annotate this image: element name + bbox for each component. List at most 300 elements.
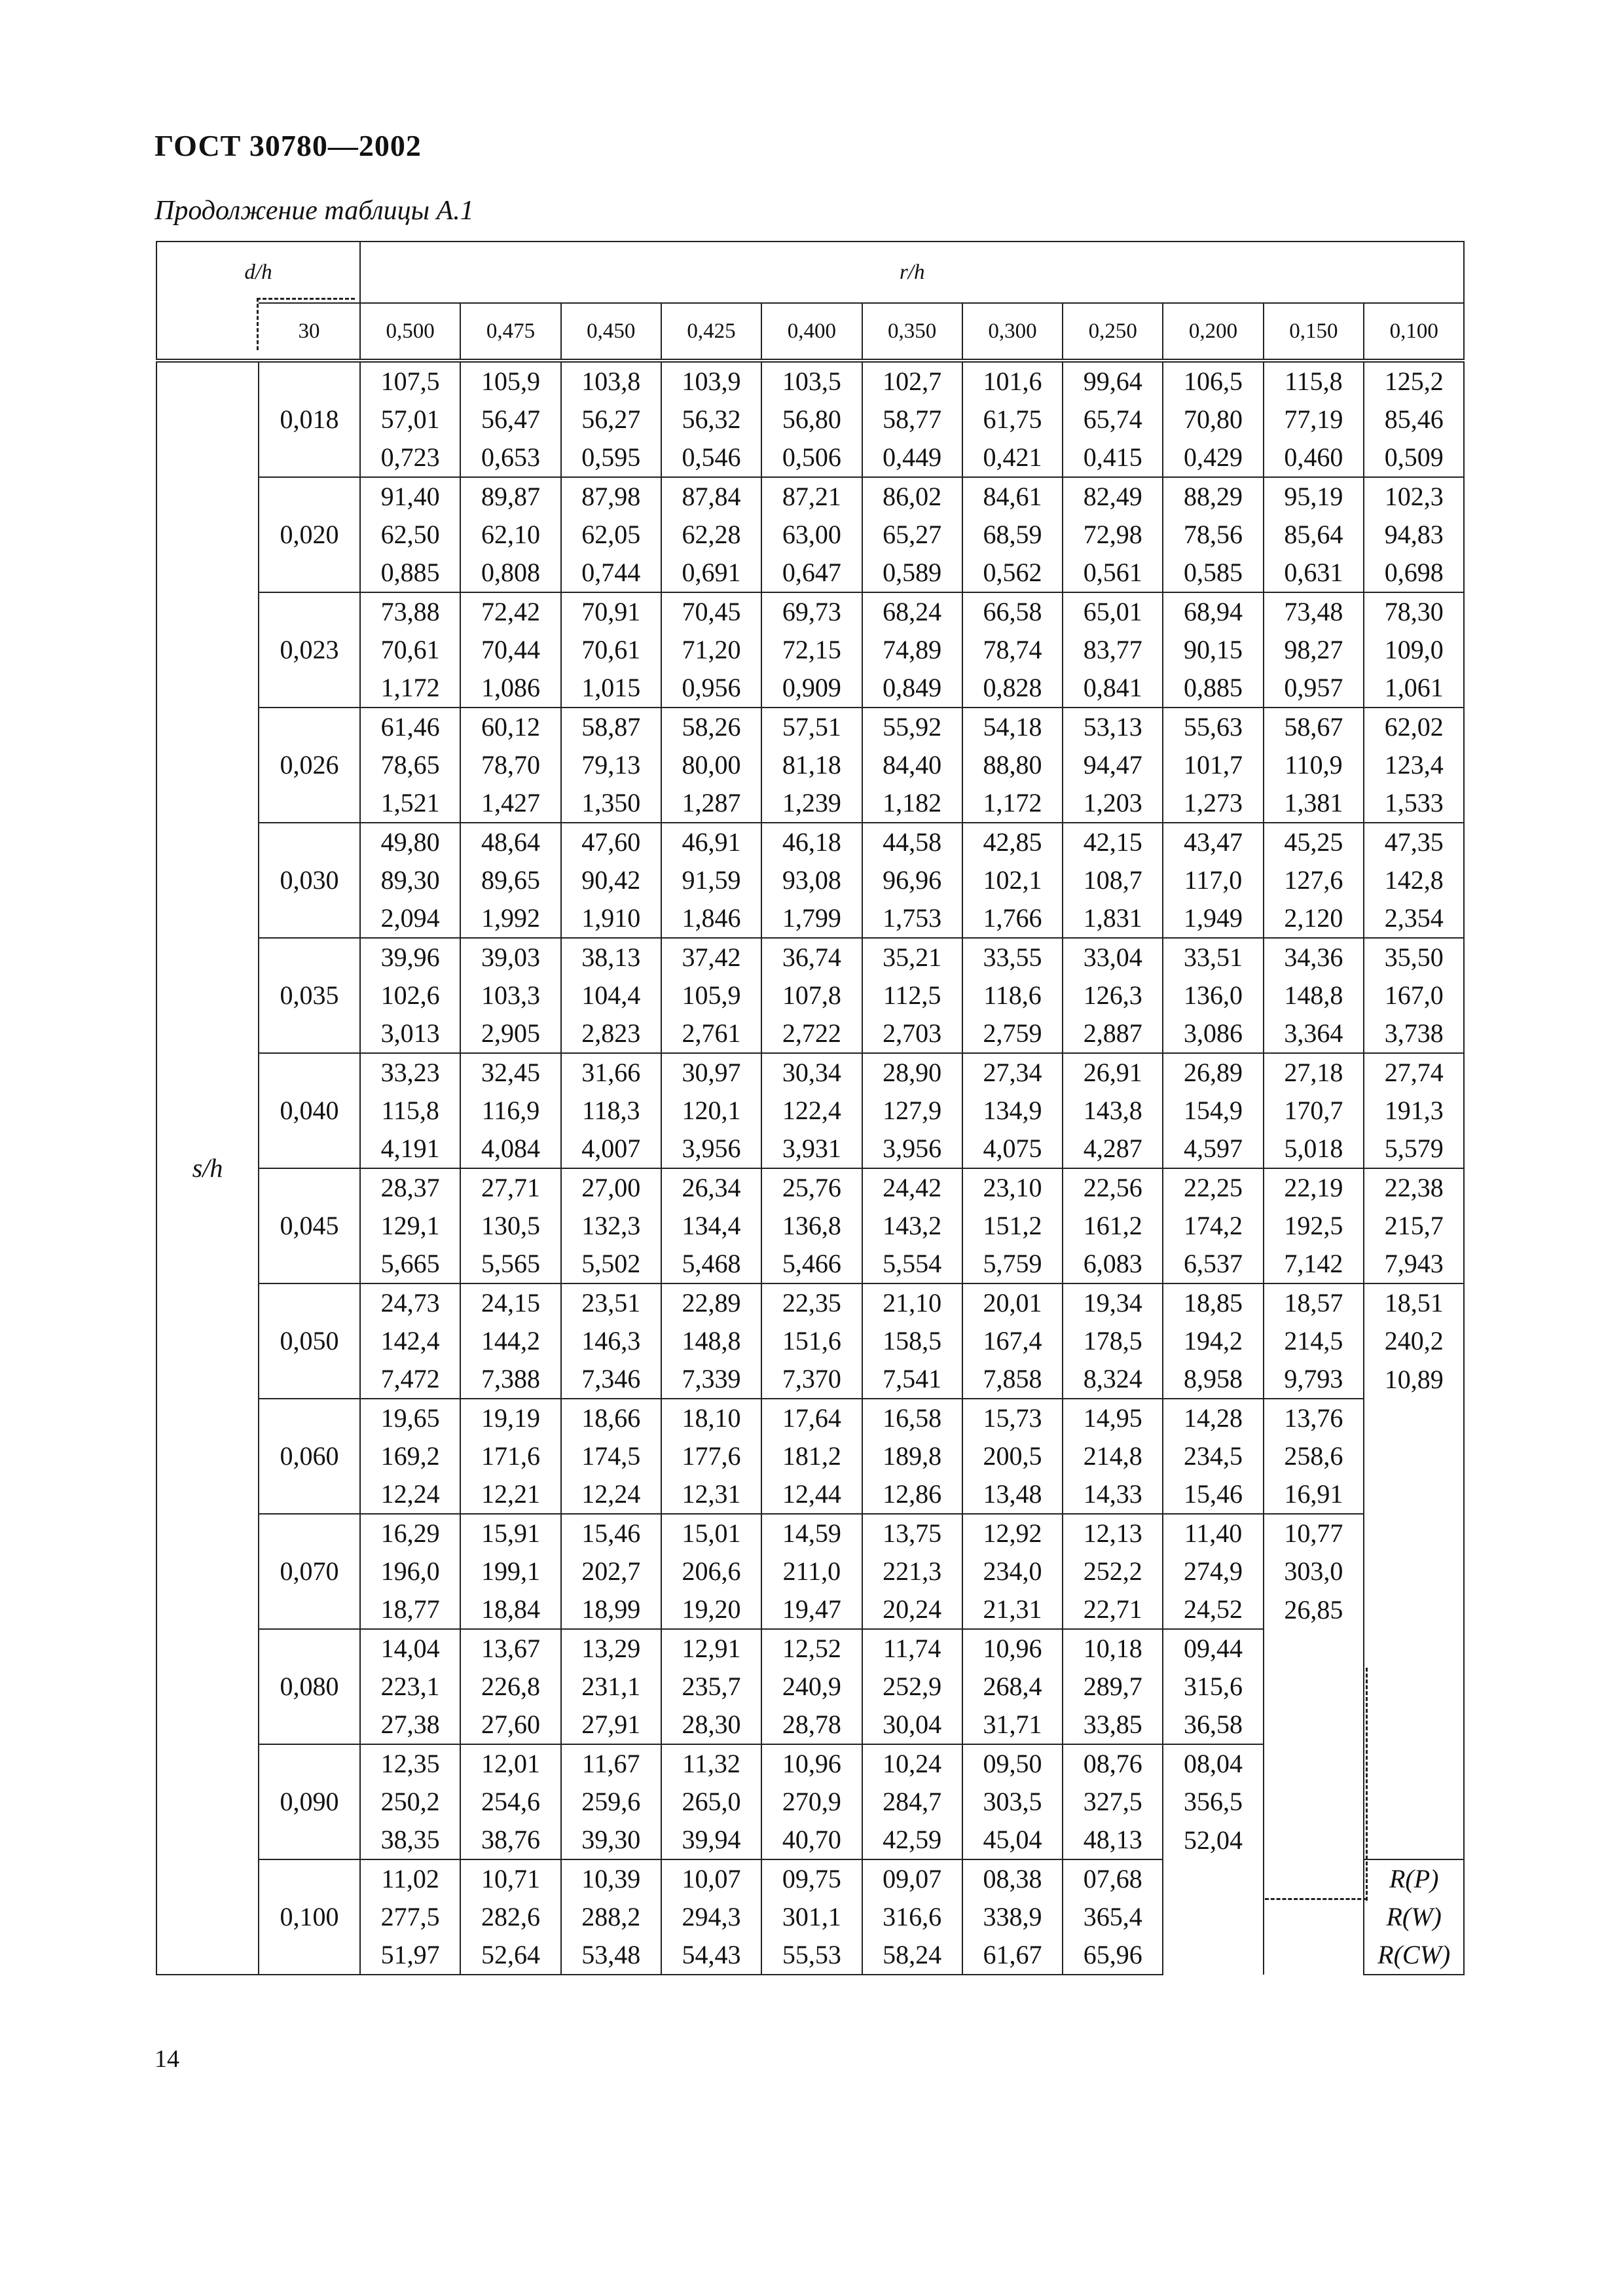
table-cell: 73,88 xyxy=(360,592,460,631)
table-cell: 30,34 xyxy=(761,1053,862,1092)
table-cell: 136,8 xyxy=(761,1207,862,1245)
table-cell: 107,8 xyxy=(761,977,862,1014)
table-cell: 2,887 xyxy=(1063,1014,1163,1053)
table-cell: 27,34 xyxy=(962,1053,1063,1092)
table-cell: 215,7 xyxy=(1364,1207,1464,1245)
table-cell: 25,76 xyxy=(761,1168,862,1207)
table-cell: 19,47 xyxy=(761,1590,862,1629)
table-cell: 5,466 xyxy=(761,1245,862,1283)
table-cell: 10,89 xyxy=(1364,1360,1464,1399)
table-cell: 2,905 xyxy=(460,1014,560,1053)
table-cell: 12,44 xyxy=(761,1475,862,1514)
table-cell: 170,7 xyxy=(1264,1092,1364,1130)
table-cell: 15,46 xyxy=(1163,1475,1263,1514)
table-cell: 6,083 xyxy=(1063,1245,1163,1283)
table-cell: 11,32 xyxy=(661,1744,761,1783)
table-cell: 91,59 xyxy=(661,861,761,899)
empty-cell xyxy=(1364,1399,1464,1437)
table-cell: 08,38 xyxy=(962,1859,1063,1898)
table-cell: 90,15 xyxy=(1163,631,1263,669)
table-cell: 28,37 xyxy=(360,1168,460,1207)
table-cell: 0,546 xyxy=(661,439,761,477)
table-cell: 12,24 xyxy=(561,1475,661,1514)
table-cell: 12,86 xyxy=(862,1475,962,1514)
table-cell: 268,4 xyxy=(962,1668,1063,1706)
table-cell: 12,24 xyxy=(360,1475,460,1514)
table-cell: 27,18 xyxy=(1264,1053,1364,1092)
table-cell: 88,80 xyxy=(962,746,1063,784)
table-cell: 1,350 xyxy=(561,784,661,823)
table-cell: 93,08 xyxy=(761,861,862,899)
table-cell: 102,3 xyxy=(1364,477,1464,516)
table-cell: 5,565 xyxy=(460,1245,560,1283)
table-cell: 148,8 xyxy=(1264,977,1364,1014)
table-row xyxy=(156,1744,1464,1783)
table-cell: 09,07 xyxy=(862,1859,962,1898)
table-cell: 0,828 xyxy=(962,669,1063,708)
table-cell: 28,90 xyxy=(862,1053,962,1092)
table-cell: 31,71 xyxy=(962,1706,1063,1744)
col-header: 0,200 xyxy=(1163,303,1263,361)
table-cell: 14,33 xyxy=(1063,1475,1163,1514)
table-cell: 178,5 xyxy=(1063,1322,1163,1360)
sh-value: 0,035 xyxy=(259,938,360,1053)
table-cell: 77,19 xyxy=(1264,401,1364,439)
sh-value: 0,040 xyxy=(259,1053,360,1168)
table-cell: 169,2 xyxy=(360,1437,460,1475)
empty-cell xyxy=(1264,1629,1364,1668)
table-cell: 09,50 xyxy=(962,1744,1063,1783)
table-cell: 102,6 xyxy=(360,977,460,1014)
table-cell: 0,429 xyxy=(1163,439,1263,477)
table-cell: 54,43 xyxy=(661,1936,761,1975)
table-cell: 12,91 xyxy=(661,1629,761,1668)
table-cell: 34,36 xyxy=(1264,938,1364,977)
table-cell: 7,858 xyxy=(962,1360,1063,1399)
table-cell: 39,03 xyxy=(460,938,560,977)
table-cell: 5,665 xyxy=(360,1245,460,1283)
sh-value: 0,080 xyxy=(259,1629,360,1744)
table-cell: 107,5 xyxy=(360,361,460,401)
table-cell: 33,04 xyxy=(1063,938,1163,977)
sh-value: 0,026 xyxy=(259,708,360,823)
table-cell: 68,94 xyxy=(1163,592,1263,631)
table-cell: 1,273 xyxy=(1163,784,1263,823)
table-cell: 151,6 xyxy=(761,1322,862,1360)
table-cell: 78,70 xyxy=(460,746,560,784)
empty-cell xyxy=(1264,1668,1364,1706)
table-cell: 0,849 xyxy=(862,669,962,708)
table-cell: 0,460 xyxy=(1264,439,1364,477)
table-cell: 84,40 xyxy=(862,746,962,784)
table-cell: 08,04 xyxy=(1163,1744,1263,1783)
col-header: 0,500 xyxy=(360,303,460,361)
table-cell: 282,6 xyxy=(460,1898,560,1936)
table-cell: 23,51 xyxy=(561,1283,661,1322)
table-cell: 38,13 xyxy=(561,938,661,977)
table-cell: 12,13 xyxy=(1063,1514,1163,1552)
table-cell: 08,76 xyxy=(1063,1744,1163,1783)
empty-cell xyxy=(1364,1552,1464,1590)
table-cell: 56,32 xyxy=(661,401,761,439)
table-cell: 12,31 xyxy=(661,1475,761,1514)
table-cell: 33,55 xyxy=(962,938,1063,977)
table-cell: 10,39 xyxy=(561,1859,661,1898)
table-cell: 134,4 xyxy=(661,1207,761,1245)
table-cell: 240,2 xyxy=(1364,1322,1464,1360)
table-cell: 42,85 xyxy=(962,823,1063,861)
table-cell: 2,759 xyxy=(962,1014,1063,1053)
table-cell: 20,01 xyxy=(962,1283,1063,1322)
table-cell: 80,00 xyxy=(661,746,761,784)
table-cell: 115,8 xyxy=(1264,361,1364,401)
table-cell: 12,01 xyxy=(460,1744,560,1783)
table-cell: 1,015 xyxy=(561,669,661,708)
table-cell: 62,28 xyxy=(661,516,761,554)
table-cell: 56,47 xyxy=(460,401,560,439)
table-cell: 226,8 xyxy=(460,1668,560,1706)
col-header: 0,475 xyxy=(460,303,560,361)
table-row xyxy=(156,1399,1464,1437)
table-cell: 84,61 xyxy=(962,477,1063,516)
table-cell: 143,2 xyxy=(862,1207,962,1245)
table-cell: 1,061 xyxy=(1364,669,1464,708)
table-cell: 136,0 xyxy=(1163,977,1263,1014)
table-cell: 87,21 xyxy=(761,477,862,516)
empty-cell xyxy=(1364,1629,1464,1668)
sh-value: 0,018 xyxy=(259,361,360,477)
col-header: 0,400 xyxy=(761,303,862,361)
table-cell: 70,91 xyxy=(561,592,661,631)
table-cell: 120,1 xyxy=(661,1092,761,1130)
table-cell: 36,58 xyxy=(1163,1706,1263,1744)
table-row xyxy=(156,1514,1464,1552)
table-cell: 103,3 xyxy=(460,977,560,1014)
table-cell: 57,51 xyxy=(761,708,862,746)
table-cell: 1,766 xyxy=(962,899,1063,938)
table-cell: 116,9 xyxy=(460,1092,560,1130)
empty-cell xyxy=(1364,1514,1464,1552)
table-cell: 0,561 xyxy=(1063,554,1163,592)
table-cell: 7,370 xyxy=(761,1360,862,1399)
table-cell: 123,4 xyxy=(1364,746,1464,784)
table-cell: 2,703 xyxy=(862,1014,962,1053)
table-cell: 45,25 xyxy=(1264,823,1364,861)
table-cell: 0,885 xyxy=(360,554,460,592)
table-cell: 10,96 xyxy=(761,1744,862,1783)
table-cell: 85,46 xyxy=(1364,401,1464,439)
table-cell: 1,799 xyxy=(761,899,862,938)
table-cell: 1,381 xyxy=(1264,784,1364,823)
table-cell: 2,354 xyxy=(1364,899,1464,938)
table-cell: 18,51 xyxy=(1364,1283,1464,1322)
table-cell: 15,46 xyxy=(561,1514,661,1552)
table-cell: 181,2 xyxy=(761,1437,862,1475)
table-cell: 19,65 xyxy=(360,1399,460,1437)
table-cell: 15,91 xyxy=(460,1514,560,1552)
table-cell: 70,45 xyxy=(661,592,761,631)
table-cell: 19,34 xyxy=(1063,1283,1163,1322)
table-cell: 108,7 xyxy=(1063,861,1163,899)
empty-cell xyxy=(1364,1475,1464,1514)
table-cell: 0,506 xyxy=(761,439,862,477)
table-cell: 53,13 xyxy=(1063,708,1163,746)
sh-value: 0,023 xyxy=(259,592,360,708)
table-cell: 10,77 xyxy=(1264,1514,1364,1552)
table-cell: 171,6 xyxy=(460,1437,560,1475)
sh-value: 0,070 xyxy=(259,1514,360,1629)
table-cell: 61,75 xyxy=(962,401,1063,439)
table-cell: 5,502 xyxy=(561,1245,661,1283)
table-cell: 0,647 xyxy=(761,554,862,592)
table-cell: 18,57 xyxy=(1264,1283,1364,1322)
table-cell: 58,87 xyxy=(561,708,661,746)
table-cell: 1,086 xyxy=(460,669,560,708)
table-cell: 65,01 xyxy=(1063,592,1163,631)
table-cell: 177,6 xyxy=(661,1437,761,1475)
legend-label: R(P) xyxy=(1364,1859,1464,1898)
table-cell: 0,421 xyxy=(962,439,1063,477)
table-cell: 231,1 xyxy=(561,1668,661,1706)
table-cell: 14,95 xyxy=(1063,1399,1163,1437)
table-cell: 70,61 xyxy=(561,631,661,669)
table-cell: 27,71 xyxy=(460,1168,560,1207)
table-cell: 73,48 xyxy=(1264,592,1364,631)
table-cell: 38,35 xyxy=(360,1821,460,1859)
table-cell: 189,8 xyxy=(862,1437,962,1475)
table-cell: 18,99 xyxy=(561,1590,661,1629)
table-cell: 24,52 xyxy=(1163,1590,1263,1629)
table-cell: 39,30 xyxy=(561,1821,661,1859)
table-cell: 14,04 xyxy=(360,1629,460,1668)
table-cell: 52,64 xyxy=(460,1936,560,1975)
table-cell: 27,00 xyxy=(561,1168,661,1207)
table-cell: 151,2 xyxy=(962,1207,1063,1245)
table-cell: 26,85 xyxy=(1264,1590,1364,1629)
table-cell: 68,24 xyxy=(862,592,962,631)
table-cell: 22,19 xyxy=(1264,1168,1364,1207)
table-cell: 126,3 xyxy=(1063,977,1163,1014)
table-cell: 102,7 xyxy=(862,361,962,401)
table-cell: 0,808 xyxy=(460,554,560,592)
table-cell: 10,18 xyxy=(1063,1629,1163,1668)
table-cell: 35,21 xyxy=(862,938,962,977)
table-cell: 88,29 xyxy=(1163,477,1263,516)
table-cell: 5,554 xyxy=(862,1245,962,1283)
table-cell: 134,9 xyxy=(962,1092,1063,1130)
table-cell: 44,58 xyxy=(862,823,962,861)
table-cell: 6,537 xyxy=(1163,1245,1263,1283)
table-cell: 11,02 xyxy=(360,1859,460,1898)
table-cell: 48,64 xyxy=(460,823,560,861)
table-cell: 221,3 xyxy=(862,1552,962,1590)
table-cell: 26,89 xyxy=(1163,1053,1263,1092)
col-header: 0,100 xyxy=(1364,303,1464,361)
table-cell: 51,97 xyxy=(360,1936,460,1975)
table-cell: 192,5 xyxy=(1264,1207,1364,1245)
table-cell: 252,2 xyxy=(1063,1552,1163,1590)
table-cell: 74,89 xyxy=(862,631,962,669)
table-cell: 7,472 xyxy=(360,1360,460,1399)
table-cell: 250,2 xyxy=(360,1783,460,1821)
table-cell: 1,846 xyxy=(661,899,761,938)
table-cell: 19,19 xyxy=(460,1399,560,1437)
table-cell: 4,597 xyxy=(1163,1130,1263,1168)
col-header: 0,425 xyxy=(661,303,761,361)
table-cell: 33,51 xyxy=(1163,938,1263,977)
table-cell: 12,92 xyxy=(962,1514,1063,1552)
table-cell: 89,87 xyxy=(460,477,560,516)
table-cell: 21,10 xyxy=(862,1283,962,1322)
table-cell: 0,885 xyxy=(1163,669,1263,708)
table-cell: 23,10 xyxy=(962,1168,1063,1207)
table-cell: 35,50 xyxy=(1364,938,1464,977)
table-cell: 104,4 xyxy=(561,977,661,1014)
table-cell: 66,58 xyxy=(962,592,1063,631)
table-cell: 7,943 xyxy=(1364,1245,1464,1283)
table-cell: 4,007 xyxy=(561,1130,661,1168)
table-cell: 12,21 xyxy=(460,1475,560,1514)
table-cell: 61,67 xyxy=(962,1936,1063,1975)
table-cell: 16,91 xyxy=(1264,1475,1364,1514)
table-cell: 62,05 xyxy=(561,516,661,554)
table-cell: 106,5 xyxy=(1163,361,1263,401)
table-cell: 48,13 xyxy=(1063,1821,1163,1859)
table-cell: 31,66 xyxy=(561,1053,661,1092)
empty-cell xyxy=(1364,1590,1464,1629)
table-cell: 87,98 xyxy=(561,477,661,516)
table-cell: 12,52 xyxy=(761,1629,862,1668)
table-cell: 127,9 xyxy=(862,1092,962,1130)
table-cell: 90,42 xyxy=(561,861,661,899)
table-cell: 61,46 xyxy=(360,708,460,746)
table-cell: 258,6 xyxy=(1264,1437,1364,1475)
empty-cell xyxy=(1264,1859,1364,1898)
col-header: 0,150 xyxy=(1264,303,1364,361)
table-cell: 07,68 xyxy=(1063,1859,1163,1898)
table-cell: 0,449 xyxy=(862,439,962,477)
sh-value: 0,030 xyxy=(259,823,360,938)
empty-cell xyxy=(1264,1744,1364,1783)
table-cell: 1,949 xyxy=(1163,899,1263,938)
table-cell: 12,35 xyxy=(360,1744,460,1783)
table-row xyxy=(156,1859,1464,1898)
table-cell: 72,42 xyxy=(460,592,560,631)
table-cell: 19,20 xyxy=(661,1590,761,1629)
table-cell: 24,42 xyxy=(862,1168,962,1207)
empty-cell xyxy=(1364,1783,1464,1821)
table-cell: 53,48 xyxy=(561,1936,661,1975)
table-cell: 254,6 xyxy=(460,1783,560,1821)
table-cell: 78,65 xyxy=(360,746,460,784)
table-cell: 3,956 xyxy=(661,1130,761,1168)
table-cell: 22,71 xyxy=(1063,1590,1163,1629)
empty-cell xyxy=(1364,1821,1464,1859)
table-cell: 17,64 xyxy=(761,1399,862,1437)
table-cell: 3,956 xyxy=(862,1130,962,1168)
table-cell: 289,7 xyxy=(1063,1668,1163,1706)
table-cell: 315,6 xyxy=(1163,1668,1263,1706)
table-cell: 303,0 xyxy=(1264,1552,1364,1590)
table-cell: 42,59 xyxy=(862,1821,962,1859)
table-cell: 144,2 xyxy=(460,1322,560,1360)
table-cell: 294,3 xyxy=(661,1898,761,1936)
table-cell: 303,5 xyxy=(962,1783,1063,1821)
table-cell: 79,13 xyxy=(561,746,661,784)
table-cell: 7,339 xyxy=(661,1360,761,1399)
table-cell: 72,15 xyxy=(761,631,862,669)
table-cell: 142,8 xyxy=(1364,861,1464,899)
table-cell: 1,172 xyxy=(360,669,460,708)
table-cell: 1,427 xyxy=(460,784,560,823)
table-cell: 3,738 xyxy=(1364,1014,1464,1053)
col-header: 0,450 xyxy=(561,303,661,361)
table-cell: 91,40 xyxy=(360,477,460,516)
table-cell: 0,653 xyxy=(460,439,560,477)
table-cell: 20,24 xyxy=(862,1590,962,1629)
table-cell: 1,910 xyxy=(561,899,661,938)
table-cell: 0,698 xyxy=(1364,554,1464,592)
table-cell: 125,2 xyxy=(1364,361,1464,401)
table-cell: 3,086 xyxy=(1163,1014,1263,1053)
table-cell: 0,595 xyxy=(561,439,661,477)
data-table xyxy=(156,241,1465,1975)
table-cell: 56,80 xyxy=(761,401,862,439)
table-cell: 214,5 xyxy=(1264,1322,1364,1360)
table-cell: 5,759 xyxy=(962,1245,1063,1283)
table-cell: 68,59 xyxy=(962,516,1063,554)
table-cell: 16,29 xyxy=(360,1514,460,1552)
table-cell: 1,753 xyxy=(862,899,962,938)
table-cell: 167,0 xyxy=(1364,977,1464,1014)
table-cell: 161,2 xyxy=(1063,1207,1163,1245)
table-cell: 1,521 xyxy=(360,784,460,823)
table-cell: 43,47 xyxy=(1163,823,1263,861)
table-cell: 60,12 xyxy=(460,708,560,746)
table-cell: 122,4 xyxy=(761,1092,862,1130)
empty-cell xyxy=(1264,1936,1364,1975)
table-row xyxy=(156,1168,1464,1207)
table-cell: 18,10 xyxy=(661,1399,761,1437)
table-cell: 11,67 xyxy=(561,1744,661,1783)
table-cell: 8,958 xyxy=(1163,1360,1263,1399)
table-cell: 22,38 xyxy=(1364,1168,1464,1207)
col-group-label: r/h xyxy=(360,242,1464,303)
table-cell: 127,6 xyxy=(1264,861,1364,899)
table-cell: 30,97 xyxy=(661,1053,761,1092)
table-cell: 118,3 xyxy=(561,1092,661,1130)
table-cell: 0,415 xyxy=(1063,439,1163,477)
table-cell: 277,5 xyxy=(360,1898,460,1936)
empty-cell xyxy=(1264,1898,1364,1936)
table-cell: 22,56 xyxy=(1063,1168,1163,1207)
table-cell: 129,1 xyxy=(360,1207,460,1245)
table-cell: 57,01 xyxy=(360,401,460,439)
table-cell: 7,388 xyxy=(460,1360,560,1399)
table-cell: 5,579 xyxy=(1364,1130,1464,1168)
legend-label: R(W) xyxy=(1364,1898,1464,1936)
empty-cell xyxy=(1163,1936,1263,1975)
table-cell: 234,0 xyxy=(962,1552,1063,1590)
table-cell: 42,15 xyxy=(1063,823,1163,861)
table-cell: 0,589 xyxy=(862,554,962,592)
empty-cell xyxy=(1364,1668,1464,1706)
table-cell: 2,094 xyxy=(360,899,460,938)
table-cell: 69,73 xyxy=(761,592,862,631)
dashed-boundary-horizontal xyxy=(1265,1898,1367,1900)
table-cell: 65,96 xyxy=(1063,1936,1163,1975)
table-cell: 316,6 xyxy=(862,1898,962,1936)
